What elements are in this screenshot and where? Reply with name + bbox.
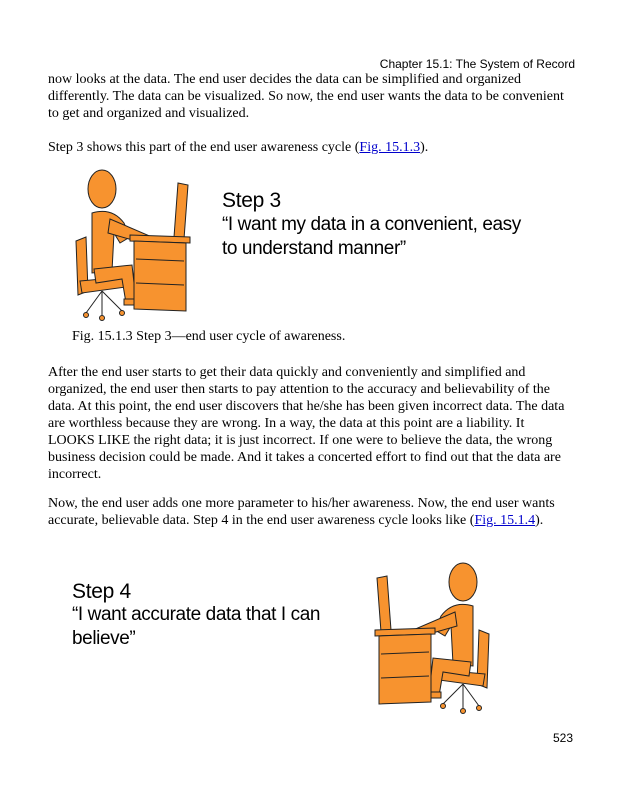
fig-15-1-4-link[interactable]: Fig. 15.1.4 [474,513,536,528]
paragraph-accuracy: After the end user starts to get their data quickly and conveniently and simplified and organized, the end user then starts to pay attention to the accuracy and believability of the data. At this point, the end user discovers that he/she has been given incorrect data. The data are worthless because they are wrong. In a way, the data at this point are a liability. It LOOKS LIKE the right data; it is just incorrect. If one were to believe the data, the wrong business decision could be made. And it takes a concerted effort to find out that the data are incorrect. [48,365,565,482]
page-number: 523 [552,731,573,745]
laptop-screen [174,183,188,239]
step4-quote: “I want accurate data that I can believe” [72,604,321,649]
paragraph-text: ). [535,513,544,528]
user-at-desk-illustration [368,556,493,718]
paragraph-text: Now, the end user adds one more parameter to his/her awareness. Now, the end user wants accurate, believable data. Step 4 in the end user awareness cycle looks like ( [48,496,555,528]
running-header: Chapter 15.1: The System of Record [379,57,575,71]
person-head [88,170,116,208]
paragraph-text: ). [420,140,429,155]
user-at-desk-illustration [72,163,197,325]
paragraph-text: Step 3 shows this part of the end user awareness cycle ( [48,140,360,155]
desk-body [134,241,186,311]
fig-15-1-3-link[interactable]: Fig. 15.1.3 [359,140,421,155]
figure-caption: Fig. 15.1.3 Step 3—end user cycle of awareness. [72,329,346,344]
paragraph-intro: now looks at the data. The end user decides the data can be simplified and organized differently. The data can be visualized. So now, the end user wants the data to be convenient to get and organized and visualized. [48,72,564,121]
paragraph-step4-ref [48,495,568,529]
paragraph-step3-ref [48,139,568,156]
step4-title: Step 4 [72,580,131,603]
step3-quote: “I want my data in a convenient, easy to understand manner” [222,214,521,259]
step3-title: Step 3 [222,189,281,212]
